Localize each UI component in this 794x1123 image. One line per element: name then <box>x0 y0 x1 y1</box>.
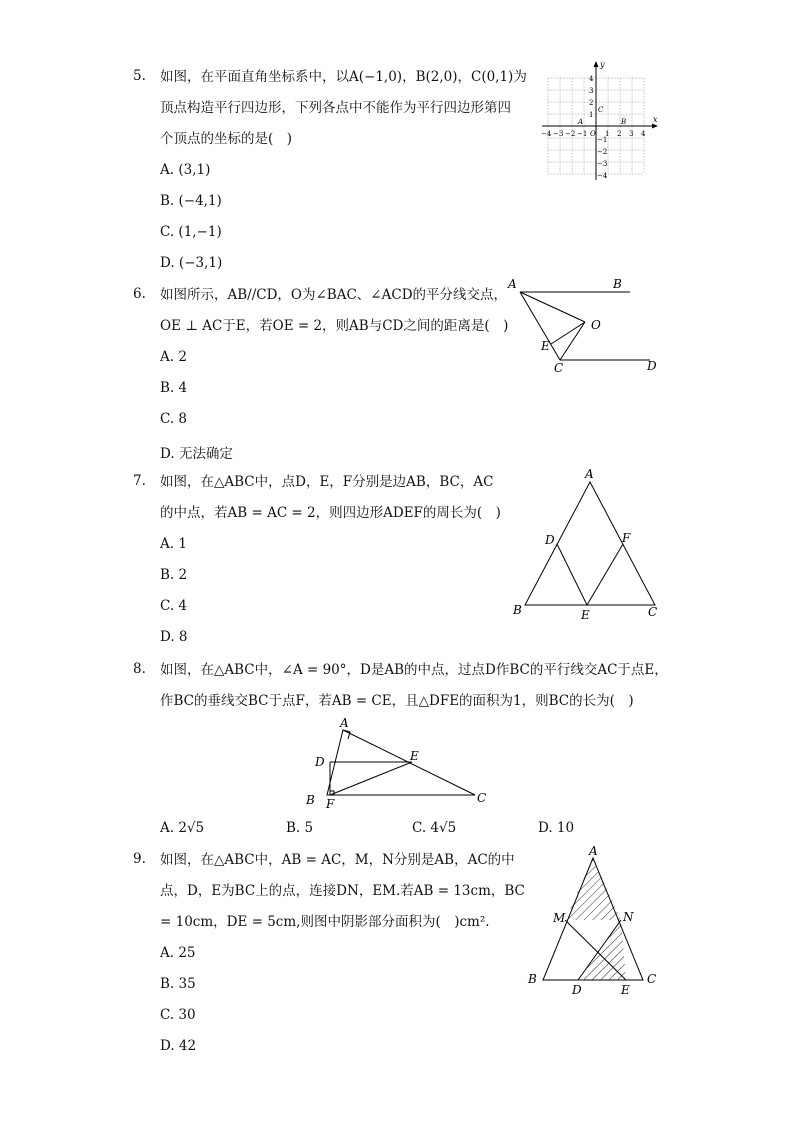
question-text-line: 个顶点的坐标的是( ) <box>160 131 293 147</box>
svg-text:D: D <box>572 983 582 997</box>
svg-text:−3: −3 <box>553 130 564 138</box>
svg-text:E: E <box>621 983 630 997</box>
svg-text:E: E <box>410 749 419 763</box>
svg-text:M: M <box>553 911 566 925</box>
option-d[interactable]: D. 8 <box>160 629 188 645</box>
question-text-line: 如图，在△ABC中，AB = AC，M，N分别是AB，AC的中 <box>160 852 515 868</box>
svg-text:A: A <box>589 844 598 858</box>
question-text-line: 作BC的垂线交BC于点F，若AB = CE，且△DFE的面积为1，则BC的长为( ) <box>160 693 634 709</box>
svg-text:N: N <box>623 910 634 924</box>
option-d[interactable]: D. 42 <box>160 1038 197 1054</box>
svg-text:2: 2 <box>617 130 622 138</box>
question-text-line: 点，D，E为BC上的点，连接DN，EM.若AB = 13cm，BC <box>160 883 525 899</box>
svg-text:D: D <box>545 533 555 547</box>
svg-text:O: O <box>590 130 596 138</box>
option-c[interactable]: C. 4 <box>160 598 188 614</box>
question-number: 7. <box>133 473 146 489</box>
question-text-line: 如图，在△ABC中，∠A = 90°，D是AB的中点，过点D作BC的平行线交AC于点E， <box>160 662 668 678</box>
question-number: 9. <box>133 851 146 867</box>
svg-text:F: F <box>326 797 335 811</box>
svg-text:4: 4 <box>641 130 646 138</box>
option-a[interactable]: A. 1 <box>160 536 187 552</box>
svg-text:C: C <box>647 972 657 986</box>
svg-text:C: C <box>648 605 658 619</box>
question-text-line: 顶点构造平行四边形，下列各点中不能作为平行四边形第四 <box>160 100 511 116</box>
question-text-line: 如图，在平面直角坐标系中，以A(−1,0)，B(2,0)，C(0,1)为 <box>160 69 527 85</box>
svg-text:−3: −3 <box>597 160 608 168</box>
option-d[interactable]: D. 无法确定 <box>160 446 233 462</box>
triangle-midpoints-figure <box>505 462 675 622</box>
option-c[interactable]: C. 30 <box>160 1007 196 1023</box>
x-axis-label: x <box>653 115 658 124</box>
svg-text:−1: −1 <box>597 136 608 144</box>
svg-text:O: O <box>591 318 601 332</box>
svg-text:B: B <box>513 603 522 617</box>
svg-text:1: 1 <box>605 130 610 138</box>
svg-text:F: F <box>622 531 631 545</box>
svg-text:1: 1 <box>589 111 594 119</box>
question-text-line: 的中点，若AB = AC = 2，则四边形ADEF的周长为( ) <box>160 505 501 521</box>
y-axis-label: y <box>600 60 605 69</box>
option-b[interactable]: B. (−4,1) <box>160 193 222 209</box>
svg-text:4: 4 <box>589 75 594 83</box>
svg-text:D: D <box>647 359 657 373</box>
svg-text:C: C <box>598 106 604 114</box>
question-number: 5. <box>133 68 146 84</box>
svg-text:A: A <box>578 118 584 126</box>
right-triangle-figure <box>300 712 500 812</box>
svg-text:A: A <box>508 277 517 291</box>
parallel-lines-figure <box>505 272 670 378</box>
svg-text:E: E <box>581 608 590 622</box>
svg-text:B: B <box>306 793 315 807</box>
svg-text:C: C <box>554 361 564 375</box>
svg-text:B: B <box>613 277 622 291</box>
option-a[interactable]: A. 2√5 <box>160 820 205 836</box>
svg-text:3: 3 <box>589 87 594 95</box>
question-number: 6. <box>133 286 146 302</box>
question-text-line: = 10cm，DE = 5cm,则图中阴影部分面积为( )cm². <box>160 914 490 930</box>
question-number: 8. <box>133 661 146 677</box>
option-a[interactable]: A. 25 <box>160 945 196 961</box>
option-b[interactable]: B. 4 <box>160 380 188 396</box>
option-a[interactable]: A. 2 <box>160 349 187 365</box>
option-a[interactable]: A. (3,1) <box>160 162 211 178</box>
option-c[interactable]: C. 4√5 <box>412 820 457 836</box>
option-c[interactable]: C. (1,−1) <box>160 224 222 240</box>
option-b[interactable]: B. 5 <box>286 820 314 836</box>
question-text-line: 如图，在△ABC中，点D，E，F分别是边AB，BC，AC <box>160 474 494 490</box>
option-d[interactable]: D. (−3,1) <box>160 255 223 271</box>
question-text-line: 如图所示，AB//CD，O为∠BAC、∠ACD的平分线交点， <box>160 287 508 303</box>
svg-text:D: D <box>315 755 325 769</box>
question-text-line: OE ⊥ AC于E，若OE = 2，则AB与CD之间的距离是( ) <box>160 318 509 334</box>
coordinate-grid-figure <box>538 58 662 186</box>
option-b[interactable]: B. 2 <box>160 567 188 583</box>
svg-text:C: C <box>477 791 487 805</box>
svg-text:−2: −2 <box>597 148 608 156</box>
svg-text:A: A <box>340 716 349 730</box>
svg-text:2: 2 <box>589 99 594 107</box>
svg-text:−4: −4 <box>597 172 608 180</box>
shaded-triangle-figure <box>525 843 665 998</box>
svg-text:A: A <box>585 467 594 481</box>
option-d[interactable]: D. 10 <box>538 820 575 836</box>
svg-text:−1: −1 <box>577 130 588 138</box>
option-c[interactable]: C. 8 <box>160 411 188 427</box>
svg-text:B: B <box>528 972 537 986</box>
svg-text:E: E <box>541 339 550 353</box>
option-b[interactable]: B. 35 <box>160 976 196 992</box>
svg-text:B: B <box>621 118 627 126</box>
svg-text:−2: −2 <box>565 130 576 138</box>
svg-text:−4: −4 <box>541 130 552 138</box>
svg-text:3: 3 <box>629 130 634 138</box>
